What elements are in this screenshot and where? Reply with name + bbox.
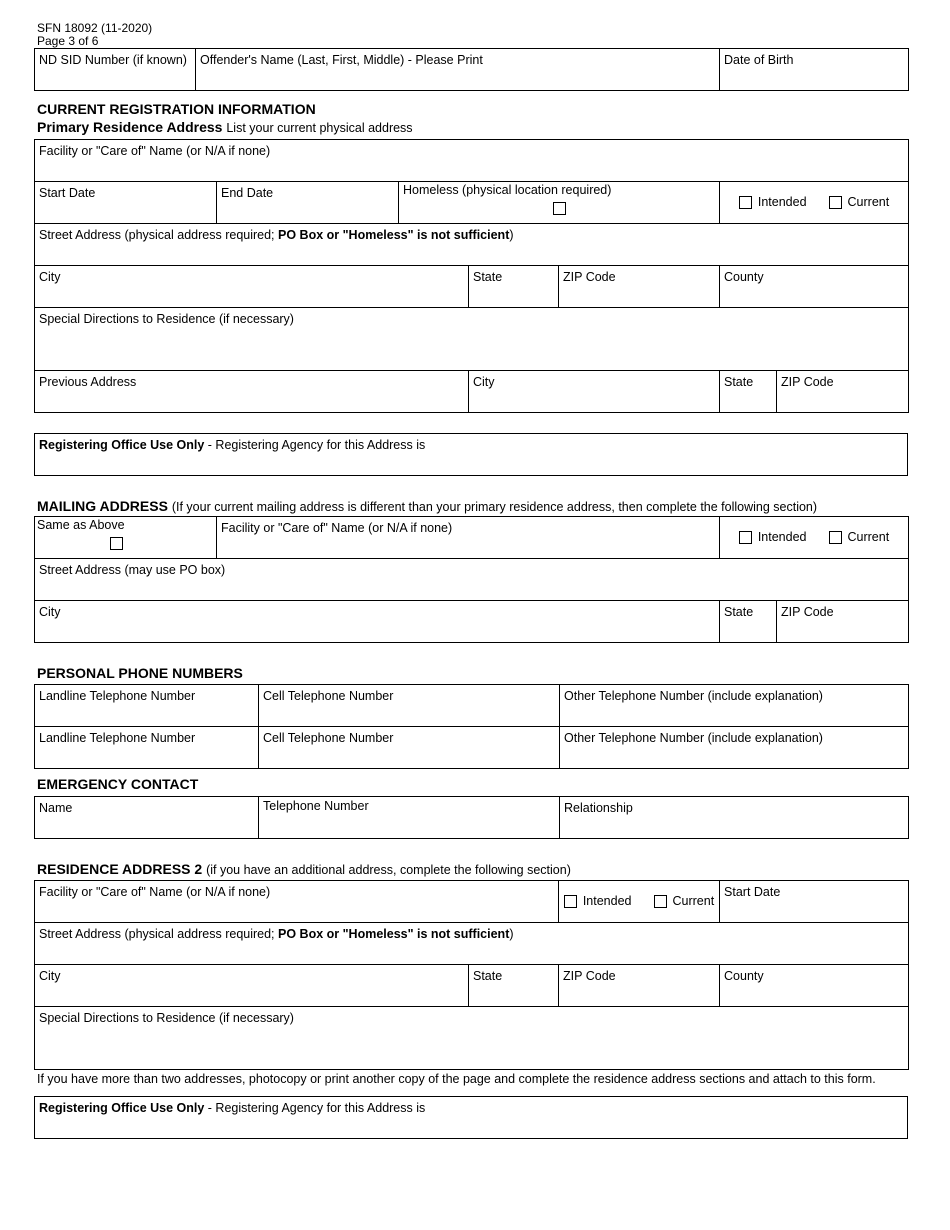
same-as-above-field xyxy=(35,517,217,559)
emergency-name-field[interactable] xyxy=(35,797,259,839)
res2-city-field[interactable] xyxy=(35,965,469,1007)
res2-state-label: State xyxy=(473,969,503,983)
office-use-bold-1: Registering Office Use Only xyxy=(39,438,205,452)
res2-zip-field[interactable] xyxy=(559,965,720,1007)
multiple-addresses-note: If you have more than two addresses, photocopy or print another copy of the page and complete the residence address sections and attach to this form. xyxy=(37,1072,876,1086)
res2-state-field[interactable] xyxy=(469,965,559,1007)
mailing-state-field[interactable] xyxy=(720,601,777,643)
res2-current-checkbox[interactable] xyxy=(654,895,667,908)
mailing-facility-label: Facility or "Care of" Name (or N/A if none) xyxy=(221,521,453,535)
landline-field-2[interactable] xyxy=(35,727,259,769)
personal-phone-heading: PERSONAL PHONE NUMBERS xyxy=(37,665,243,681)
mailing-zip-label: ZIP Code xyxy=(781,605,834,619)
res2-intended-label: Intended xyxy=(582,894,632,908)
special-directions-label: Special Directions to Residence (if necessary) xyxy=(39,312,294,326)
intended-current-group xyxy=(720,182,909,224)
state-label: State xyxy=(473,270,503,284)
landline-label-1: Landline Telephone Number xyxy=(39,689,196,703)
same-as-above-label: Same as Above xyxy=(37,518,125,532)
intended-label: Intended xyxy=(757,195,807,209)
res2-zip-label: ZIP Code xyxy=(563,969,616,983)
homeless-label: Homeless (physical location required) xyxy=(403,183,612,197)
res2-street-label-end: ) xyxy=(509,927,514,941)
primary-residence-heading: Primary Residence Address List your current physical address xyxy=(37,119,413,135)
cell-field-2[interactable] xyxy=(259,727,560,769)
mailing-city-label: City xyxy=(39,605,61,619)
cell-field-1[interactable] xyxy=(259,685,560,727)
office-use-table-2 xyxy=(34,1096,908,1139)
mailing-city-field[interactable] xyxy=(35,601,720,643)
previous-address-field[interactable] xyxy=(35,371,469,413)
mailing-intended-checkbox[interactable] xyxy=(739,531,752,544)
same-as-above-checkbox[interactable] xyxy=(110,537,123,550)
emergency-relationship-label: Relationship xyxy=(564,801,633,815)
res2-directions-field[interactable] xyxy=(35,1007,909,1070)
mailing-current-checkbox[interactable] xyxy=(829,531,842,544)
mailing-street-field[interactable] xyxy=(35,559,909,601)
county-label: County xyxy=(724,270,764,284)
mailing-state-label: State xyxy=(724,605,754,619)
date-of-birth-label: Date of Birth xyxy=(724,53,794,67)
state-field[interactable] xyxy=(469,266,559,308)
emergency-name-label: Name xyxy=(39,801,73,815)
landline-label-2: Landline Telephone Number xyxy=(39,731,196,745)
residence-2-table xyxy=(34,880,909,1070)
other-phone-field-2[interactable] xyxy=(560,727,909,769)
mailing-address-heading: MAILING ADDRESS (If your current mailing address is different than your primary residence address, then complete the following section) xyxy=(37,498,818,514)
street-address-field[interactable] xyxy=(35,224,909,266)
office-use-label-2: - Registering Agency for this Address is xyxy=(204,1101,426,1115)
current-label: Current xyxy=(847,195,890,209)
sid-number-label: ND SID Number (if known) xyxy=(39,53,187,67)
city-label: City xyxy=(39,270,61,284)
end-date-label: End Date xyxy=(221,186,274,200)
county-field[interactable] xyxy=(720,266,909,308)
mailing-zip-field[interactable] xyxy=(777,601,909,643)
emergency-phone-label: Telephone Number xyxy=(263,799,369,813)
emergency-phone-field[interactable] xyxy=(259,797,560,839)
cell-label-1: Cell Telephone Number xyxy=(263,689,394,703)
special-directions-field[interactable] xyxy=(35,308,909,371)
res2-city-label: City xyxy=(39,969,61,983)
street-address-warning: PO Box or "Homeless" is not sufficient xyxy=(278,228,510,242)
previous-zip-field[interactable] xyxy=(777,371,909,413)
mailing-intended-label: Intended xyxy=(757,530,807,544)
start-date-label: Start Date xyxy=(39,186,96,200)
office-use-field-2[interactable] xyxy=(35,1097,908,1139)
street-address-label: Street Address (physical address required; xyxy=(39,228,279,242)
current-checkbox[interactable] xyxy=(829,196,842,209)
res2-street-warning: PO Box or "Homeless" is not sufficient xyxy=(278,927,510,941)
other-phone-field-1[interactable] xyxy=(560,685,909,727)
previous-city-field[interactable] xyxy=(469,371,720,413)
emergency-contact-table xyxy=(34,796,909,839)
cell-label-2: Cell Telephone Number xyxy=(263,731,394,745)
start-date-field[interactable] xyxy=(35,182,217,224)
residence-2-heading: RESIDENCE ADDRESS 2 (if you have an additional address, complete the following section) xyxy=(37,861,571,877)
emergency-relationship-field[interactable] xyxy=(560,797,909,839)
mailing-address-table xyxy=(34,516,909,643)
res2-street-field[interactable] xyxy=(35,923,909,965)
primary-residence-table xyxy=(34,139,909,413)
intended-checkbox[interactable] xyxy=(739,196,752,209)
mailing-street-label: Street Address (may use PO box) xyxy=(39,563,226,577)
res2-facility-label: Facility or "Care of" Name (or N/A if none) xyxy=(39,885,271,899)
sid-number-field[interactable] xyxy=(35,49,196,91)
other-phone-label-2: Other Telephone Number (include explanation) xyxy=(564,731,823,745)
res2-street-label: Street Address (physical address required; xyxy=(39,927,279,941)
date-of-birth-field[interactable] xyxy=(720,49,909,91)
offender-name-label: Offender's Name (Last, First, Middle) - Please Print xyxy=(200,53,483,67)
res2-start-date-label: Start Date xyxy=(724,885,781,899)
res2-start-date-field[interactable] xyxy=(720,881,909,923)
identity-table xyxy=(34,48,909,91)
previous-city-label: City xyxy=(473,375,495,389)
office-use-field-1[interactable] xyxy=(35,434,908,476)
res2-directions-label: Special Directions to Residence (if necessary) xyxy=(39,1011,294,1025)
page-number: Page 3 of 6 xyxy=(37,34,99,48)
res2-intended-current-group xyxy=(559,881,720,923)
res2-county-field[interactable] xyxy=(720,965,909,1007)
res2-facility-field[interactable] xyxy=(35,881,559,923)
previous-state-field[interactable] xyxy=(720,371,777,413)
current-registration-heading: CURRENT REGISTRATION INFORMATION xyxy=(37,101,316,117)
mailing-facility-field[interactable] xyxy=(217,517,720,559)
city-field[interactable] xyxy=(35,266,469,308)
mailing-current-label: Current xyxy=(847,530,890,544)
office-use-label-1: - Registering Agency for this Address is xyxy=(204,438,426,452)
facility-name-field[interactable] xyxy=(35,140,909,182)
homeless-checkbox[interactable] xyxy=(553,202,566,215)
office-use-bold-2: Registering Office Use Only xyxy=(39,1101,205,1115)
facility-name-label: Facility or "Care of" Name (or N/A if none) xyxy=(39,144,271,158)
emergency-contact-heading: EMERGENCY CONTACT xyxy=(37,776,199,792)
zip-code-field[interactable] xyxy=(559,266,720,308)
form-number: SFN 18092 (11-2020) xyxy=(37,21,153,35)
mailing-intended-current-group xyxy=(720,517,909,559)
other-phone-label-1: Other Telephone Number (include explanation) xyxy=(564,689,823,703)
landline-field-1[interactable] xyxy=(35,685,259,727)
previous-zip-label: ZIP Code xyxy=(781,375,834,389)
street-address-label-end: ) xyxy=(509,228,514,242)
previous-state-label: State xyxy=(724,375,754,389)
phone-table xyxy=(34,684,909,769)
zip-code-label: ZIP Code xyxy=(563,270,616,284)
homeless-field xyxy=(399,182,720,224)
res2-current-label: Current xyxy=(672,894,715,908)
res2-intended-checkbox[interactable] xyxy=(564,895,577,908)
office-use-table-1 xyxy=(34,433,908,476)
offender-name-field[interactable] xyxy=(196,49,720,91)
previous-address-label: Previous Address xyxy=(39,375,137,389)
res2-county-label: County xyxy=(724,969,764,983)
end-date-field[interactable] xyxy=(217,182,399,224)
